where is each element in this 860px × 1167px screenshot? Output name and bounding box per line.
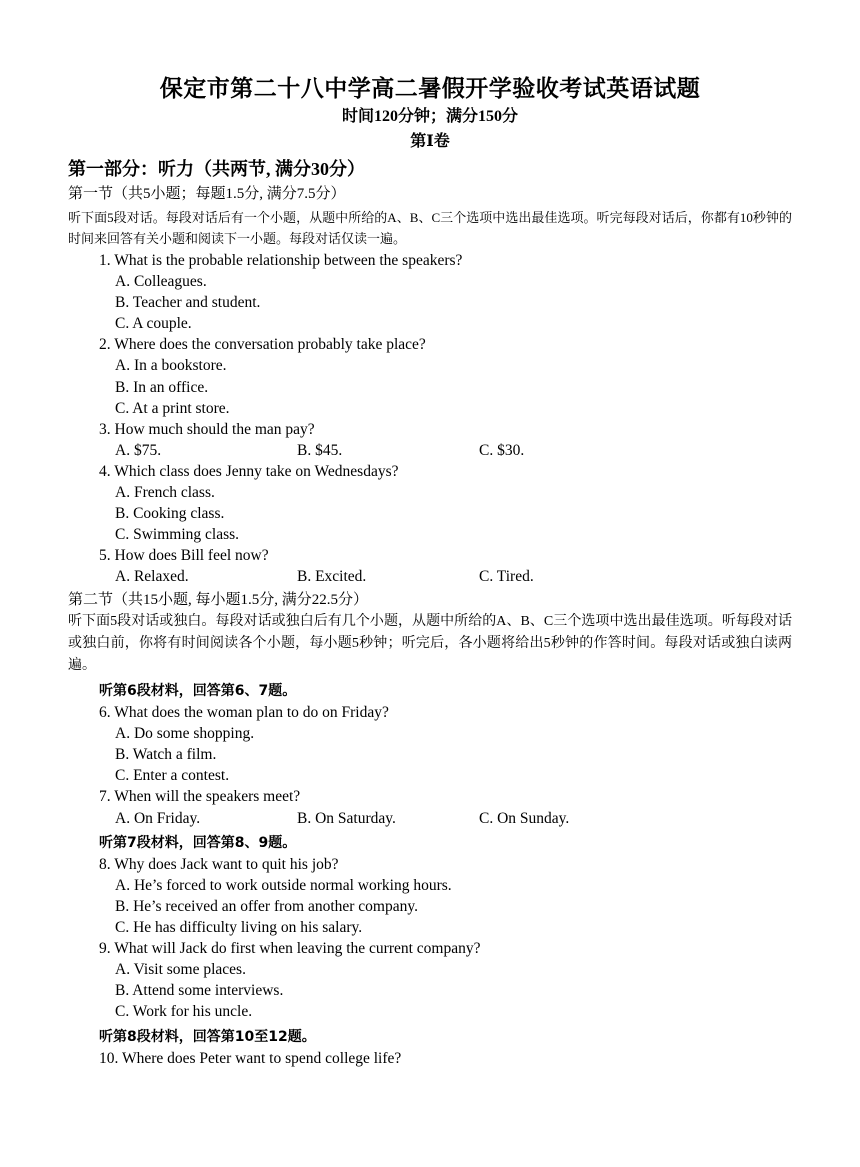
q3-option-a: A. $75. xyxy=(115,441,162,459)
section1-heading: 第一节（共5小题；每题1.5分, 满分7.5分） xyxy=(68,186,346,202)
q2-option-c: C. At a print store. xyxy=(115,399,230,417)
q6-option-c: C. Enter a contest. xyxy=(115,767,230,785)
q4-option-a: A. French class. xyxy=(115,484,215,502)
section2-heading: 第二节（共15小题, 每小题1.5分, 满分22.5分） xyxy=(68,592,369,608)
question-7: 7. When will the speakers meet? xyxy=(99,788,301,806)
question-1: 1. What is the probable relationship between the speakers? xyxy=(99,252,463,269)
q4-option-b: B. Cooking class. xyxy=(115,505,225,523)
material-8-heading: 听第8段材料，回答第10至12题。 xyxy=(99,1028,316,1045)
q7-option-b: B. On Saturday. xyxy=(297,809,396,827)
section1-instructions: 听下面5段对话。每段对话后有一个小题，从题中所给的A、B、C三个选项中选出最佳选项。听完每段对话后，你都有10秒钟的时间来回答有关小题和阅读下一小题。每段对话仅读一遍。 xyxy=(68,210,792,246)
question-9: 9. What will Jack do first when leaving the current company? xyxy=(99,940,481,958)
q6-option-a: A. Do some shopping. xyxy=(115,725,255,743)
q5-option-b: B. Excited. xyxy=(297,568,367,586)
question-10: 10. Where does Peter want to spend college life? xyxy=(99,1049,402,1067)
question-3: 3. How much should the man pay? xyxy=(99,420,315,438)
q7-options xyxy=(99,808,569,829)
q9-option-a: A. Visit some places. xyxy=(115,961,246,979)
q3-options xyxy=(99,440,534,461)
section2-questions xyxy=(99,681,569,1069)
q5-options xyxy=(99,566,534,587)
question-5: 5. How does Bill feel now? xyxy=(99,547,269,565)
q4-option-c: C. Swimming class. xyxy=(115,526,240,544)
q6-option-b: B. Watch a film. xyxy=(115,746,217,764)
section2-instructions: 听下面5段对话或独白。每段对话或独白后有几个小题，从题中所给的A、B、C三个选项中选出最佳选项。听每段对话或独白前，你将有时间阅读各个小题，每小题5秒钟；听完后，各小题将给出5秒钟的作答时间。每段对话或独白读两遍。 xyxy=(68,614,792,673)
q1-option-b: B. Teacher and student. xyxy=(115,294,261,312)
q5-option-c: C. Tired. xyxy=(479,568,534,586)
q1-option-c: C. A couple. xyxy=(115,315,192,333)
q8-option-c: C. He has difficulty living on his salary. xyxy=(115,919,363,937)
q3-option-b: B. $45. xyxy=(297,441,343,459)
q8-option-b: B. He’s received an offer from another company. xyxy=(115,897,418,915)
material-6-heading: 听第6段材料，回答第6、7题。 xyxy=(99,683,297,699)
question-8: 8. Why does Jack want to quit his job? xyxy=(99,855,339,873)
q9-option-b: B. Attend some interviews. xyxy=(115,982,284,1000)
q9-option-c: C. Work for his uncle. xyxy=(115,1003,253,1021)
q7-option-a: A. On Friday. xyxy=(115,809,201,827)
exam-title: 保定市第二十八中学高二暑假开学验收考试英语试题 xyxy=(159,76,701,101)
q8-option-a: A. He’s forced to work outside normal working hours. xyxy=(115,876,452,894)
volume-label: 第Ⅰ卷 xyxy=(410,133,450,150)
q2-option-a: A. In a bookstore. xyxy=(115,357,227,375)
part1-heading: 第一部分：听力（共两节, 满分30分） xyxy=(68,159,365,179)
question-4: 4. Which class does Jenny take on Wednesdays? xyxy=(99,462,399,480)
q5-option-a: A. Relaxed. xyxy=(115,568,189,586)
exam-time-score: 时间120分钟；满分150分 xyxy=(341,108,518,125)
q2-option-b: B. In an office. xyxy=(115,378,209,396)
material-7-heading: 听第7段材料，回答第8、9题。 xyxy=(99,834,297,851)
q3-option-c: C. $30. xyxy=(479,441,525,459)
q7-option-c: C. On Sunday. xyxy=(479,809,570,827)
section1-questions xyxy=(99,250,534,588)
question-6: 6. What does the woman plan to do on Friday? xyxy=(99,704,389,722)
q1-option-a: A. Colleagues. xyxy=(115,273,207,291)
question-2: 2. Where does the conversation probably take place? xyxy=(99,336,426,354)
